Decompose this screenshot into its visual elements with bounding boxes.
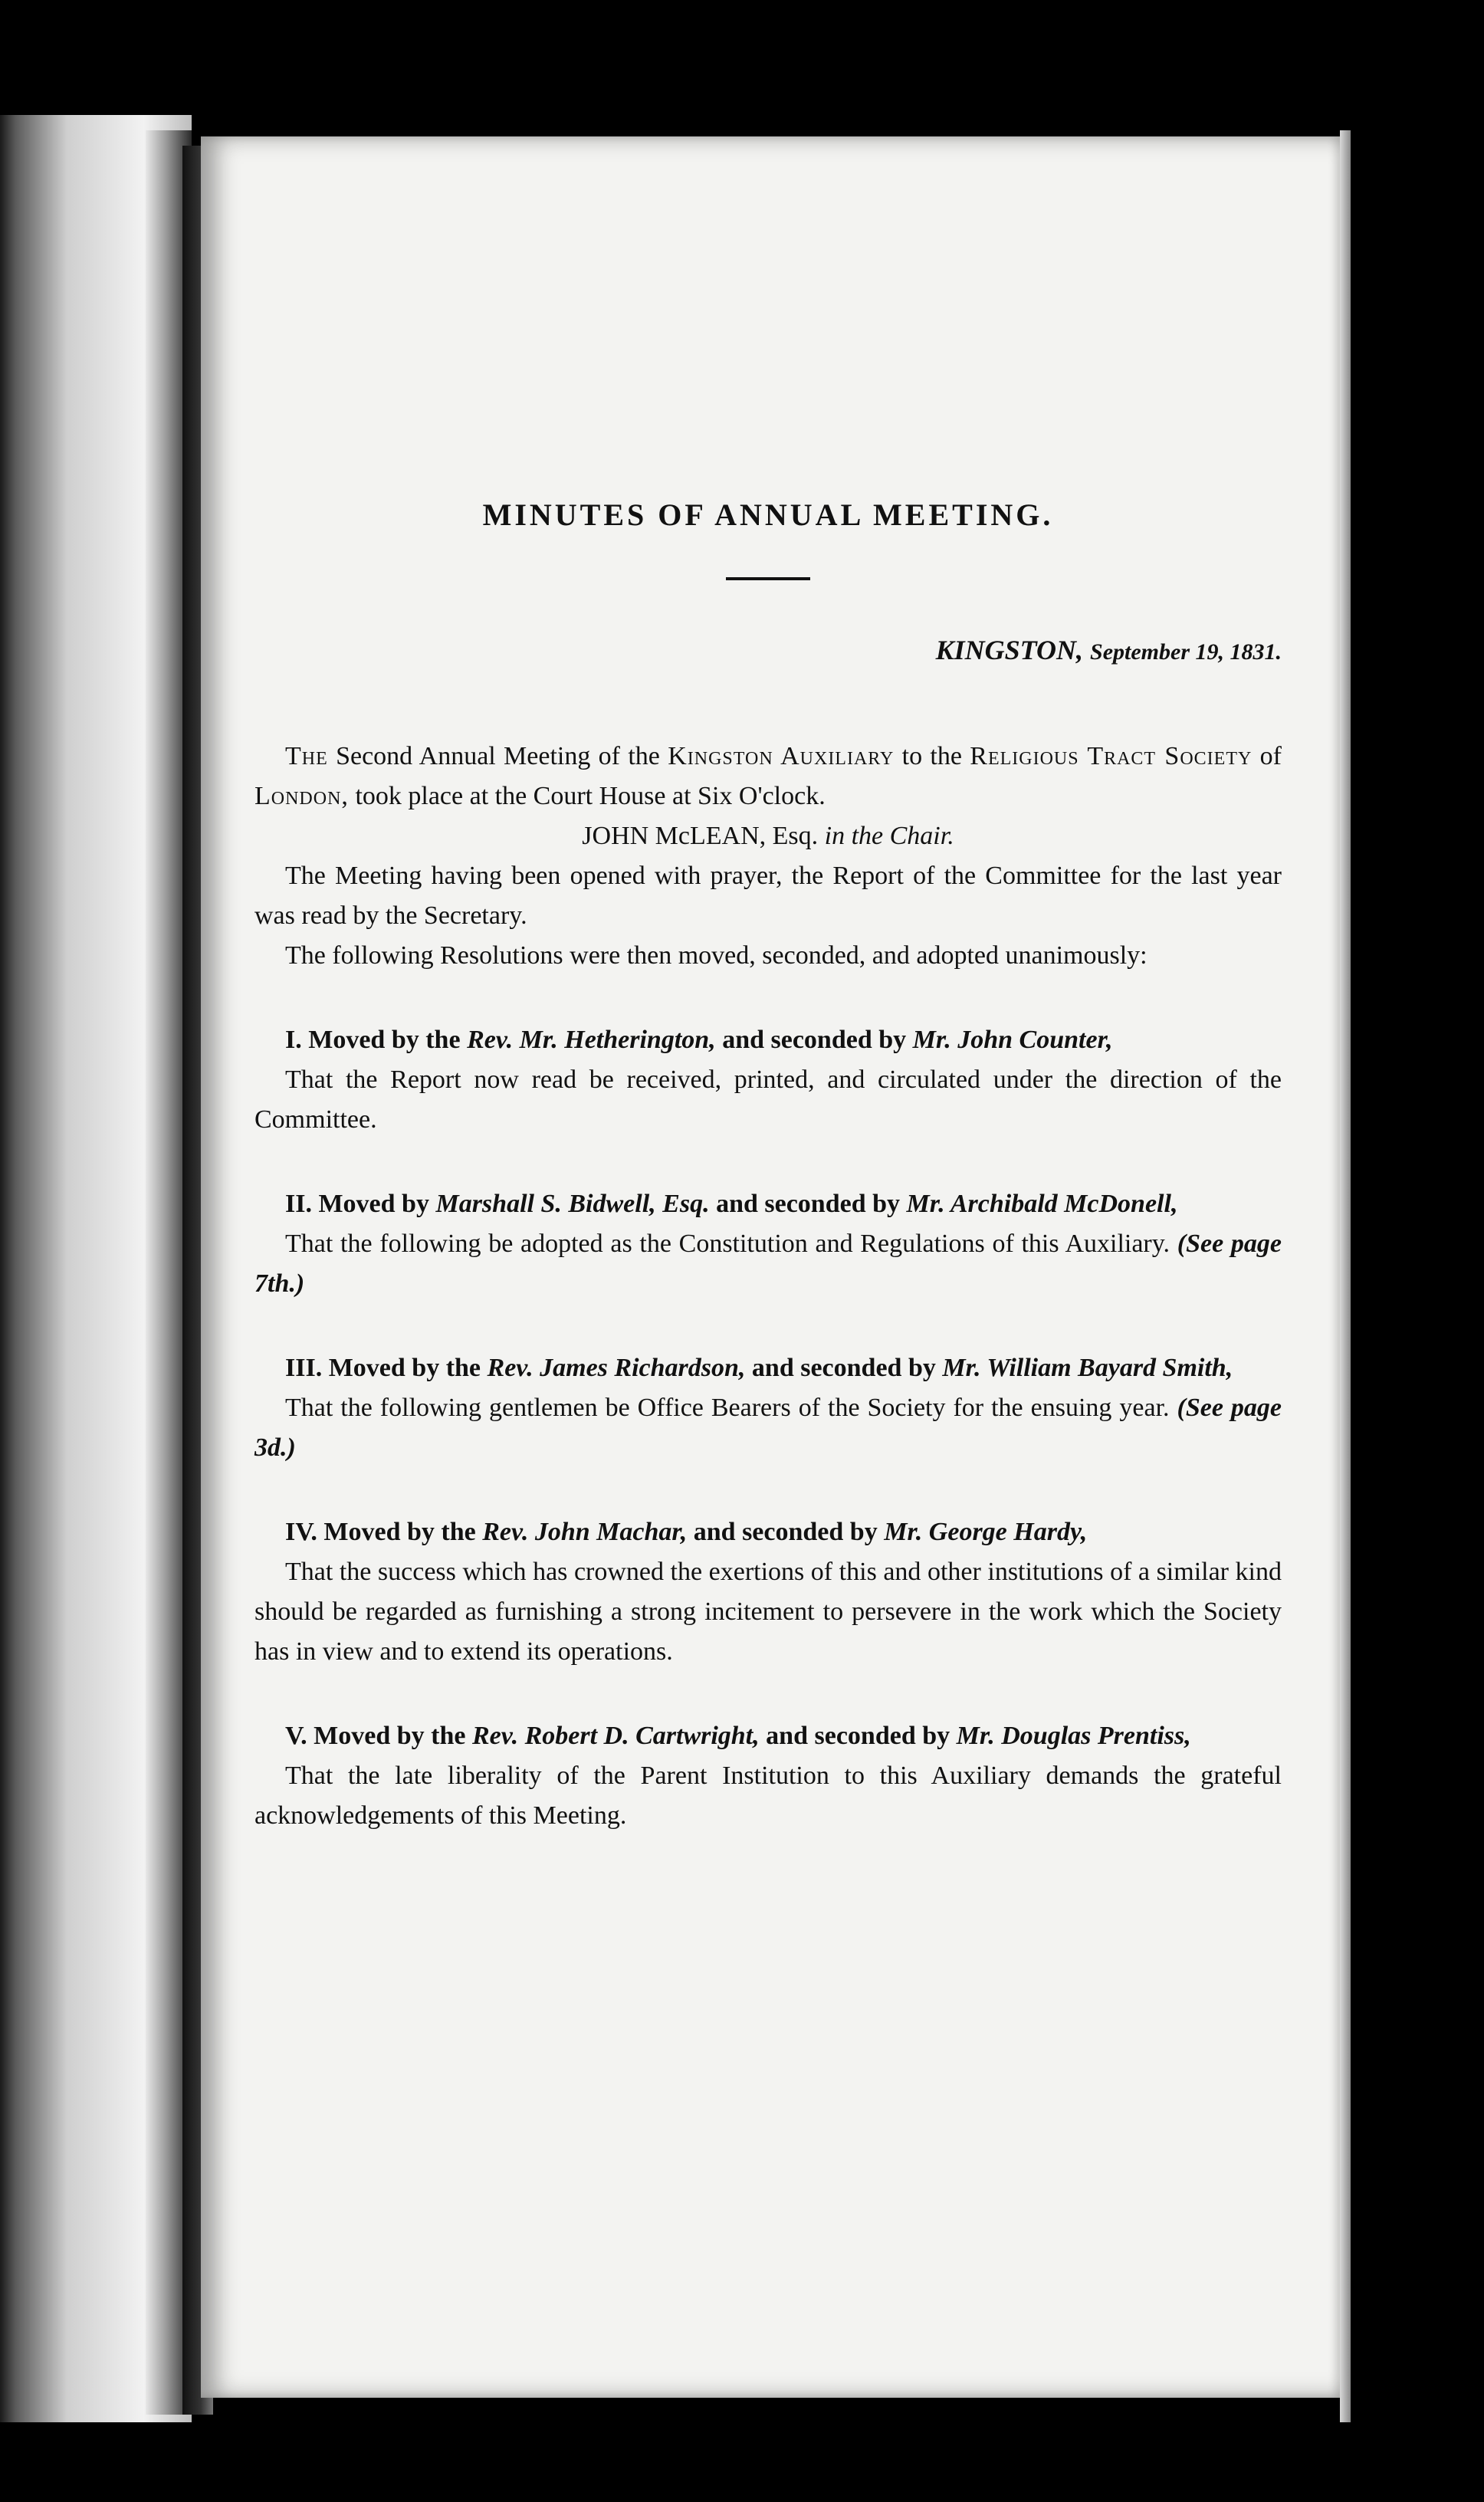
resolution-moved: Moved by the — [328, 1354, 481, 1382]
resolution-numeral: II. — [285, 1190, 312, 1218]
intro-london: London, — [254, 782, 349, 810]
resolution-mover: Rev. Mr. Hetherington, — [467, 1026, 716, 1054]
resolution-body: That the success which has crowned the exertions of this and other institutions of a similar kind should be regarded as furnishing a strong incitement to persevere in the work which the Society has in view and to extend its operations. — [254, 1558, 1282, 1666]
document-page — [201, 136, 1340, 2398]
resolution-heading — [254, 1348, 1282, 1388]
page-edge — [1340, 130, 1351, 2422]
resolution-seconder: Mr. Douglas Prentiss, — [956, 1722, 1191, 1750]
opening-paragraph: The Meeting having been opened with prayer, the Report of the Committee for the last year was read by the Secretary. — [254, 862, 1282, 930]
resolution-mover: Rev. James Richardson, — [487, 1354, 746, 1382]
resolution-moved: Moved by — [318, 1190, 429, 1218]
chair-role: in the Chair. — [824, 822, 954, 850]
resolution-heading — [254, 1184, 1282, 1224]
resolution-moved: Moved by the — [323, 1518, 476, 1546]
resolution-text — [254, 1224, 1282, 1304]
resolution-text — [254, 1060, 1282, 1140]
resolution-seconder: Mr. George Hardy, — [884, 1518, 1088, 1546]
intro-text-4: took place at the Court House at Six O'clock. — [355, 782, 826, 810]
chair-name: JOHN McLEAN, Esq. — [582, 822, 819, 850]
resolutions-intro: The following Resolutions were then moved, seconded, and adopted unanimously: — [285, 941, 1147, 970]
resolution-moved: Moved by the — [314, 1722, 466, 1750]
resolution-text — [254, 1756, 1282, 1836]
dateline-place: KINGSTON, — [935, 635, 1084, 665]
resolution-seconded: and seconded by — [693, 1518, 878, 1546]
resolution-seconded: and seconded by — [722, 1026, 907, 1054]
resolution-1 — [254, 1020, 1282, 1140]
resolution-2 — [254, 1184, 1282, 1304]
resolution-text — [254, 1388, 1282, 1468]
resolution-text — [254, 1552, 1282, 1672]
intro-text-3: of — [1259, 742, 1282, 770]
resolution-mover: Marshall S. Bidwell, Esq. — [435, 1190, 710, 1218]
resolution-heading — [254, 1020, 1282, 1060]
resolution-ref: (See page 3d.) — [254, 1394, 1282, 1462]
resolution-numeral: IV. — [285, 1518, 317, 1546]
page-title: MINUTES OF ANNUAL MEETING. — [482, 497, 1054, 532]
resolution-ref: (See page 7th.) — [254, 1230, 1282, 1298]
dateline — [254, 634, 1282, 666]
resolution-heading — [254, 1716, 1282, 1756]
resolution-numeral: V. — [285, 1722, 307, 1750]
resolution-mover: Rev. John Machar, — [482, 1518, 688, 1546]
chair-line — [254, 816, 1282, 856]
page-content — [254, 497, 1282, 1836]
resolution-body: That the Report now read be received, printed, and circulated under the direction of the Committee. — [254, 1065, 1282, 1134]
resolution-seconded: and seconded by — [716, 1190, 901, 1218]
resolution-seconded: and seconded by — [766, 1722, 950, 1750]
dateline-date: September 19, 1831. — [1090, 639, 1282, 665]
intro-text-2: to the — [901, 742, 962, 770]
resolution-3 — [254, 1348, 1282, 1468]
resolution-body: That the following be adopted as the Constitution and Regulations of this Auxiliary. — [285, 1230, 1170, 1258]
resolution-mover: Rev. Robert D. Cartwright, — [472, 1722, 760, 1750]
resolution-numeral: III. — [285, 1354, 323, 1382]
intro-kingston-auxiliary: Kingston Auxiliary — [668, 742, 895, 770]
intro-the: The — [285, 742, 328, 770]
resolution-5 — [254, 1716, 1282, 1836]
resolution-heading — [254, 1512, 1282, 1552]
resolution-seconder: Mr. William Bayard Smith, — [942, 1354, 1233, 1382]
resolution-seconded: and seconded by — [751, 1354, 936, 1382]
intro-text-1: Second Annual Meeting of the — [336, 742, 660, 770]
resolution-body: That the following gentlemen be Office Bearers of the Society for the ensuing year. — [285, 1394, 1170, 1422]
intro-paragraph — [254, 737, 1282, 816]
resolution-seconder: Mr. Archibald McDonell, — [906, 1190, 1178, 1218]
resolution-seconder: Mr. John Counter, — [912, 1026, 1113, 1054]
title-rule — [726, 577, 810, 580]
resolution-body: That the late liberality of the Parent Institution to this Auxiliary demands the grateful acknowledgements of this Meeting. — [254, 1762, 1282, 1830]
resolution-4 — [254, 1512, 1282, 1672]
resolution-numeral: I. — [285, 1026, 302, 1054]
intro-society: Religious Tract Society — [970, 742, 1253, 770]
resolution-moved: Moved by the — [308, 1026, 461, 1054]
